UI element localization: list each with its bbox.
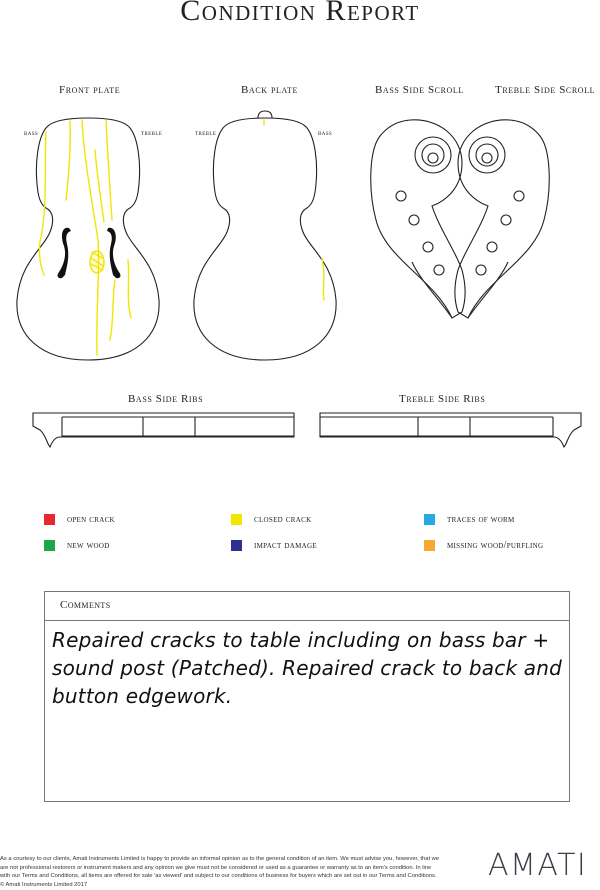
bass-side-scroll-drawing [371,120,465,318]
missing-wood-purfling-swatch [424,540,435,551]
legend-label: open crack [67,514,115,525]
open-crack-swatch [44,514,55,525]
brand-logo: AMATI [488,848,588,883]
legend-label: traces of worm [447,514,515,525]
legend-label: impact damage [254,540,317,551]
legend-label: missing wood/purfling [447,540,544,551]
bass-side-ribs-drawing [33,413,294,447]
legend-open-crack [44,514,115,525]
new-wood-swatch [44,540,55,551]
comments-label: Comments [60,599,111,611]
closed-crack-markings [39,120,324,355]
legend-label: new wood [67,540,110,551]
legend-label: closed crack [254,514,312,525]
impact-damage-swatch [231,540,242,551]
front-bass-side-label: bass [24,129,39,137]
treble-side-ribs-label: Treble Side Ribs [399,393,486,405]
back-plate-outline [194,111,336,360]
front-plate-label: Front plate [59,84,121,96]
legend-closed-crack [231,514,311,525]
closed-crack-swatch [231,514,242,525]
page-title: Condition Report [180,0,420,27]
bass-side-scroll-label: Bass Side Scroll [375,84,464,96]
comments-box [44,591,570,802]
bass-side-ribs-label: Bass Side Ribs [128,393,204,405]
back-plate-label: Back plate [241,84,298,96]
legend-missing-wood-purfling [424,540,543,551]
treble-side-ribs-drawing [320,413,581,447]
comments-text: Repaired cracks to table including on bass bar + sound post (Patched). Repaired crack to back and button edgework. [52,628,563,708]
treble-side-scroll-drawing [455,120,549,318]
treble-side-scroll-label: Treble Side Scroll [495,84,596,96]
back-bass-side-label: bass [318,129,333,137]
front-treble-side-label: treble [141,129,163,137]
legend-impact-damage [231,540,317,551]
legend-traces-of-worm [424,514,515,525]
back-treble-side-label: treble [195,129,217,137]
legend-new-wood [44,540,110,551]
comments-header [45,592,569,621]
front-plate-outline [17,118,159,360]
traces-of-worm-swatch [424,514,435,525]
f-holes [58,228,121,278]
disclaimer-text: As a courtesy to our clients, Amati Instruments Limited is happy to provide an informal opinion as to the general condition of an item. We must advise you, however, that we are not professional restorers or instrument makers and any opinion we give must not be considered or used as a guarantee or warranty as to an item's condition. In line with our Terms and Conditions, all items are offered for sale 'as viewed' and subject to our conditions of business for buyers which are set out in our Terms and Conditions. © Amati Instruments Limited 2017 [0,856,440,888]
